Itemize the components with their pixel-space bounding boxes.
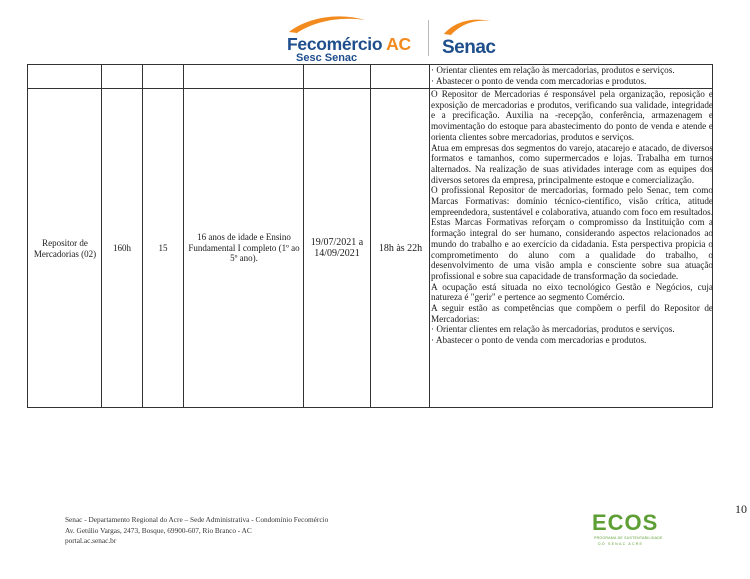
ecos-subtitle: PROGRAMA DE SUSTENTABILIDADE <box>594 536 663 540</box>
period-cell: 19/07/2021 a 14/09/2021 <box>310 237 364 259</box>
fecomercio-wordmark: Fecomércio AC <box>287 34 411 54</box>
page-number: 10 <box>735 502 747 516</box>
ecos-wordmark: ECOS <box>592 510 659 535</box>
column-divider <box>370 65 371 407</box>
description-paragraph: Atua em empresas dos segmentos do varejo, atacarejo e atacado, de diversos formatos e tamanhos, como supermercados e lojas. Trabalha em turnos alternados. Na realização de suas atividades interage com as equipes dos diversos setores da empresa, principalmente estoque e comercialização. <box>431 142 713 185</box>
course-description-cell <box>431 89 713 346</box>
description-line: · Abastecer o ponto de venda com mercadorias e produtos. <box>431 75 647 86</box>
description-paragraph: A ocupação está situada no eixo tecnológico Gestão e Negócios, cuja natureza é "gerir" e pertence ao segmento Comércio. <box>431 281 713 303</box>
senac-swoosh-icon <box>442 16 492 36</box>
vacancies-cell: 15 <box>158 243 168 253</box>
footer-address <box>65 515 328 547</box>
footer-line: Senac - Departamento Regional do Acre – Sede Administrativa - Condomínio Fecomércio <box>65 515 329 524</box>
senac-logo <box>440 16 500 62</box>
description-paragraph: A seguir estão as competências que compõem o perfil do Repositor de Mercadorias: <box>431 303 713 324</box>
fecomercio-swoosh-icon <box>287 14 367 34</box>
footer-link[interactable]: portal.ac.senac.br <box>65 536 117 545</box>
description-paragraph: O Repositor de Mercadorias é responsável pela organização, reposição e exposição de mercadorias e produtos, verificando sua validade, integridade e a precificação. Auxilia na -recepção, conferência, armazenagem e movimentação do estoque para abastecimento do ponto de venda e atende e orienta clientes sobre mercadorias, produtos e serviços. <box>431 89 713 142</box>
ecos-subtitle: DO SENAC ACRE <box>598 542 644 546</box>
description-paragraph: O profissional Repositor de mercadorias, formado pelo Senac, tem como Marcas Formativas: domínio técnico-científico, visão crítica, atitude empreendedora, sustentável e colaborativa, atuando com foco em resultados. Estas Marcas Formativas reforçam o compromisso da Instituição com a formação integral do ser humano, considerando aspectos relacionados ao mundo do trabalho e ao exercício da cidadania. Esta perspectiva propicia o comprometimento do aluno com a qualidade do trabalho, o desenvolvimento de uma visão ampla e consciente sobre sua atuação profissional e sobre sua capacidade de transformação da sociedade. <box>431 185 713 281</box>
fecomercio-subtitle: Sesc Senac <box>296 53 358 62</box>
column-divider <box>101 65 102 407</box>
description-line: · Orientar clientes em relação às mercadorias, produtos e serviços. <box>431 65 675 75</box>
description-paragraph: · Orientar clientes em relação às mercadorias, produtos e serviços. <box>431 324 675 335</box>
senac-wordmark: Senac <box>442 37 496 58</box>
column-divider <box>142 65 143 407</box>
ecos-logo <box>592 510 672 550</box>
course-table <box>27 64 713 408</box>
footer-line: Av. Getúlio Vargas, 2473, Bosque, 69900-607, Rio Branco - AC <box>65 525 252 535</box>
table-row-continued <box>431 65 713 86</box>
page-header <box>0 0 750 62</box>
hours-cell: 160h <box>113 243 131 253</box>
fecomercio-logo <box>283 14 423 62</box>
column-divider <box>183 65 184 407</box>
column-divider <box>429 65 430 407</box>
course-name-cell: Repositor de Mercadorias (02) <box>33 238 97 259</box>
logo-divider <box>428 20 429 56</box>
schedule-cell: 18h às 22h <box>378 243 423 254</box>
column-divider <box>303 65 304 407</box>
description-paragraph: · Abastecer o ponto de venda com mercadorias e produtos. <box>431 335 647 346</box>
requirements-cell: 16 anos de idade e Ensino Fundamental I completo (1º ao 5º ano). <box>188 232 300 263</box>
